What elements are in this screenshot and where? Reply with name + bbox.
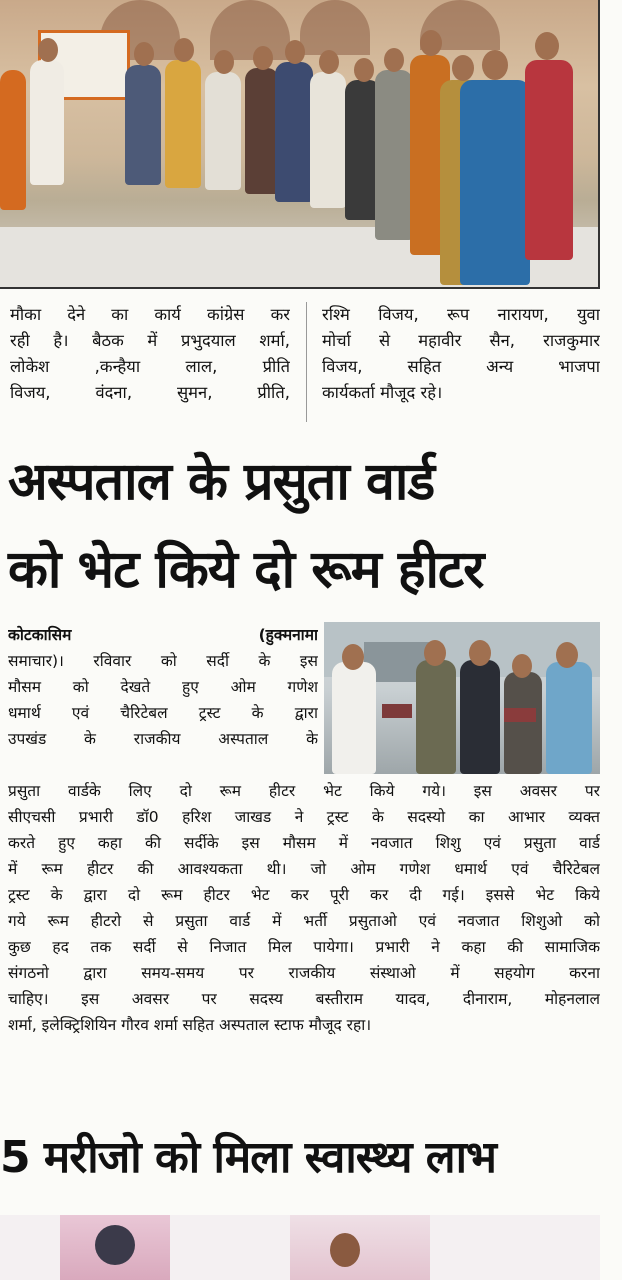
- article-line: धमार्थ एवं चैरिटेबल ट्रस्ट के द्वारा: [8, 704, 318, 722]
- article-line: कुछ हद तक सर्दी से निजात मिल पायेगा। प्रभारी ने कहा की सामाजिक: [8, 938, 600, 956]
- article-line: शर्मा, इलेक्ट्रिशियिन गौरव शर्मा सहित अस्पताल स्टाफ मौजूद रहा।: [8, 1016, 372, 1034]
- column-divider: [306, 302, 307, 422]
- article-body-narrow: [8, 622, 318, 752]
- column-right-line: कार्यकर्ता मौजूद रहे।: [322, 383, 443, 402]
- article-line: चाहिए। इस अवसर पर सदस्य बस्तीराम यादव, दीनाराम, मोहनलाल: [8, 990, 600, 1008]
- article-line: मौसम को देखते हुए ओम गणेश: [8, 678, 318, 696]
- column-right: [322, 302, 600, 406]
- article-line: प्रसुता वार्डके लिए दो रूम हीटर भेट किये गये। इस अवसर पर: [8, 782, 600, 800]
- article-line: करते हुए कहा की सर्दीके इस मौसम में नवजात शिशु एवं प्रसुता वार्ड: [8, 834, 600, 852]
- headline-line-2: को भेट किये दो रूम हीटर: [8, 540, 484, 600]
- article-line: उपखंड के राजकीय अस्पताल के: [8, 730, 318, 748]
- column-left: [10, 302, 290, 406]
- article-body-wide: [8, 778, 600, 1038]
- column-left-line: रही है। बैठक में प्रभुदयाल शर्मा,: [10, 331, 290, 350]
- column-left-line: मौका देने का कार्य कांग्रेस कर: [10, 305, 290, 324]
- column-right-line: मोर्चा से महावीर सैन, राजकुमार: [322, 331, 600, 350]
- page-margin: [622, 0, 640, 1280]
- column-left-line: विजय, वंदना, सुमन, प्रीति,: [10, 383, 290, 402]
- column-left-line: लोकेश ,कन्हैया लाल, प्रीति: [10, 357, 290, 376]
- group-photo: [0, 0, 600, 289]
- heater-donation-photo: [324, 622, 600, 774]
- headline-second-article: 5 मरीजो को मिला स्वास्थ्य लाभ: [0, 1132, 496, 1183]
- column-right-line: रश्मि विजय, रूप नारायण, युवा: [322, 305, 600, 324]
- article-line: कोटकासिम (हुक्मनामा: [8, 626, 318, 644]
- headline-line-1: अस्पताल के प्रसुता वार्ड: [8, 452, 435, 512]
- bottom-photo: [0, 1215, 600, 1280]
- article-line: ट्रस्ट के द्वारा दो रूम हीटर भेट कर पूरी कर दी गई। इससे भेट किये: [8, 886, 600, 904]
- column-right-line: विजय, सहित अन्य भाजपा: [322, 357, 600, 376]
- article-line: समाचार)। रविवार को सर्दी के इस: [8, 652, 318, 670]
- article-line: सीएचसी प्रभारी डॉ0 हरिश जाखड ने ट्रस्ट के सदस्यो का आभार व्यक्त: [8, 808, 600, 826]
- article-line: गये रूम हीटरो से प्रसुता वार्ड में भर्ती प्रसुताओ एवं नवजात शिशुओ को: [8, 912, 600, 930]
- article-line: में रूम हीटर की आवश्यकता थी। जो ओम गणेश धमार्थ एवं चैरिटेबल: [8, 860, 600, 878]
- article-line: संगठनो द्वारा समय-समय पर राजकीय संस्थाओ में सहयोग करना: [8, 964, 600, 982]
